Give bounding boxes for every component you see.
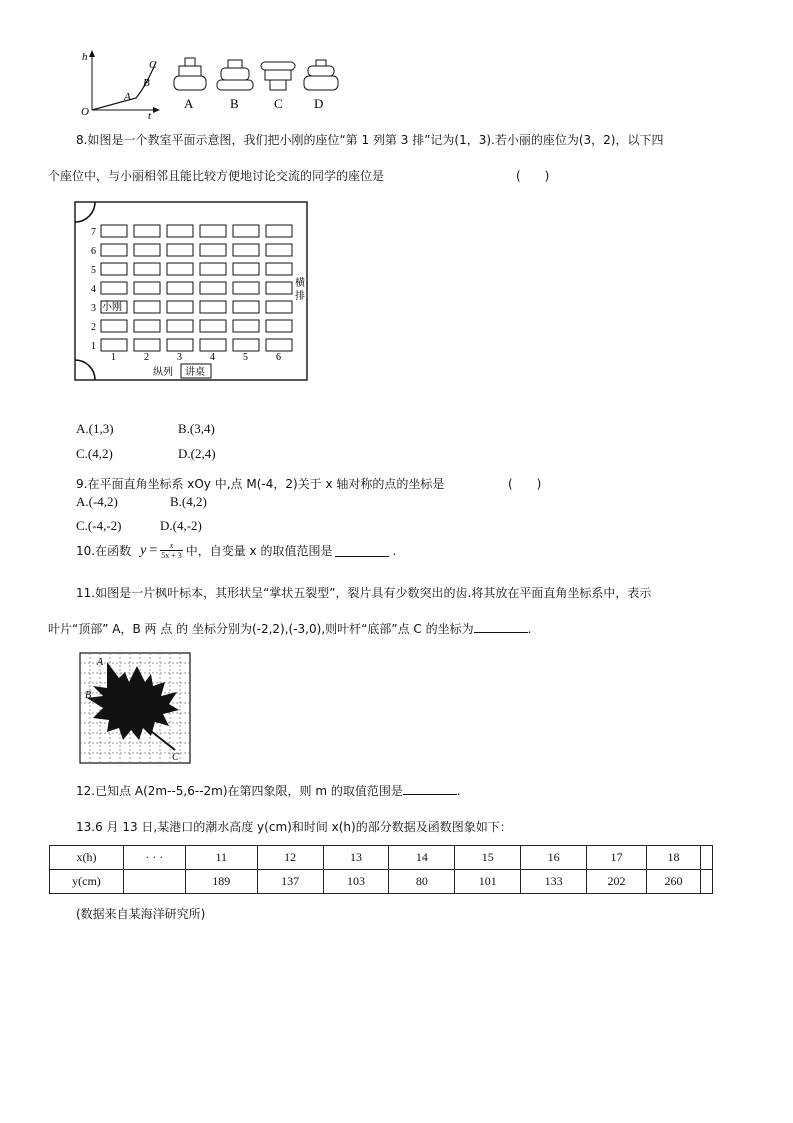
q10-numerator: x [169, 541, 174, 550]
top-figure [76, 48, 366, 120]
table-cell: y(cm) [50, 870, 124, 894]
seat [134, 225, 160, 237]
container-b [217, 60, 253, 111]
seat [101, 282, 127, 294]
table-cell: 189 [185, 870, 257, 894]
seat [134, 282, 160, 294]
xiaogang-seat-label: 小刚 [102, 302, 122, 313]
seat [134, 244, 160, 256]
seat [266, 301, 292, 313]
table-cell [700, 870, 712, 894]
column-number-label: 5 [243, 352, 248, 363]
graph-point-c: C [149, 59, 157, 71]
row-number-label: 3 [91, 303, 96, 314]
q10-equals: = [149, 542, 158, 558]
column-number-label: 3 [177, 352, 182, 363]
q11-line2-wrap [48, 620, 531, 637]
container-c-label: C [274, 96, 283, 111]
q10-prefix: 10.在函数 [76, 544, 132, 558]
graph-point-a: A [124, 91, 131, 103]
q10-end: . [392, 543, 397, 558]
q8-option-d: D.(2,4) [178, 446, 216, 461]
seat [134, 263, 160, 275]
q9-option-a: A.(-4,2) [76, 494, 118, 509]
seat [200, 301, 226, 313]
table-cell: 80 [389, 870, 455, 894]
column-number-label: 2 [144, 352, 149, 363]
q11-line2: 叶片“顶部” A，B 两 点 的 坐标分别为(-2,2),(-3,0),则叶杆“底部”点 C 的坐标为 [48, 622, 474, 636]
table-cell: 18 [647, 846, 701, 870]
table-cell: 137 [257, 870, 323, 894]
seat [233, 301, 259, 313]
table-cell: 15 [455, 846, 521, 870]
podium-label: 讲桌 [185, 367, 205, 378]
table-cell: 133 [521, 870, 587, 894]
seat [233, 282, 259, 294]
row-number-label: 2 [91, 322, 96, 333]
leaf-point-b: B [85, 690, 92, 701]
seat [233, 339, 259, 351]
container-d [304, 60, 338, 111]
container-d-label: D [314, 96, 324, 111]
seat [233, 263, 259, 275]
tide-data-table [49, 845, 713, 894]
seat [200, 339, 226, 351]
q12-text: 12.已知点 A(2m--5,6--2m)在第四象限，则 m 的取值范围是 [76, 784, 403, 798]
q8-option-c: C.(4,2) [76, 446, 113, 461]
table-cell: 103 [323, 870, 389, 894]
table-cell [123, 870, 185, 894]
table-row-x [50, 846, 713, 870]
table-cell: 11 [185, 846, 257, 870]
graph-y-axis-label: h [82, 51, 88, 63]
q9-answer-paren: ( ) [508, 477, 542, 491]
q9-option-c: C.(-4,-2) [76, 518, 122, 533]
q11-end: . [527, 622, 532, 636]
table-cell: 260 [647, 870, 701, 894]
seat [200, 263, 226, 275]
seat [134, 301, 160, 313]
q12-answer-blank[interactable] [403, 782, 457, 795]
column-direction-label: 纵列 [153, 367, 173, 378]
q12-end: . [456, 784, 461, 798]
q10-suffix: 中，自变量 x 的取值范围是 [185, 544, 333, 558]
seat [266, 263, 292, 275]
q11-line1: 11.如图是一片枫叶标本，其形状呈“掌状五裂型”，裂片具有少数突出的齿.将其放在平面直角坐标系中，表示 [76, 586, 652, 600]
container-b-label: B [230, 96, 239, 111]
seat [233, 225, 259, 237]
row-number-label: 6 [91, 246, 96, 257]
seat [101, 244, 127, 256]
seat [266, 339, 292, 351]
q8-answer-paren: ( ) [516, 169, 550, 183]
container-a-label: A [184, 96, 194, 111]
container-a [174, 58, 206, 111]
row-number-label: 1 [91, 341, 96, 352]
seat [101, 225, 127, 237]
q9-option-b: B.(4,2) [170, 494, 207, 509]
table-cell: · · · [123, 846, 185, 870]
seat [200, 282, 226, 294]
q9-option-d: D.(4,-2) [160, 518, 202, 533]
seat [266, 320, 292, 332]
seat [266, 225, 292, 237]
seat [233, 320, 259, 332]
seat [200, 244, 226, 256]
seat [200, 225, 226, 237]
seat [167, 225, 193, 237]
seat [266, 282, 292, 294]
q8-text-line2: 个座位中，与小丽相邻且能比较方便地讨论交流的同学的座位是 [48, 169, 385, 183]
leaf-point-c: C [172, 752, 179, 763]
q8-option-b: B.(3,4) [178, 421, 215, 436]
classroom-diagram [73, 198, 313, 384]
seat [101, 320, 127, 332]
seat [134, 320, 160, 332]
seat [134, 339, 160, 351]
graph-x-axis-label: t [148, 110, 152, 120]
seat [167, 282, 193, 294]
column-number-label: 6 [276, 352, 281, 363]
row-number-label: 5 [91, 265, 96, 276]
container-c [261, 62, 295, 111]
height-time-graph [81, 50, 160, 120]
seat [101, 339, 127, 351]
table-cell: 202 [587, 870, 647, 894]
seat [167, 244, 193, 256]
q13-source-note: (数据来自某海洋研究所) [76, 907, 206, 921]
table-cell: 101 [455, 870, 521, 894]
q10-denominator: 5x + 3 [161, 551, 182, 560]
q10-fraction [160, 541, 183, 560]
table-cell: 12 [257, 846, 323, 870]
table-cell: 14 [389, 846, 455, 870]
q8-text-line1: 8.如图是一个教室平面示意图，我们把小刚的座位“第 1 列第 3 排”记为(1，3).若小丽的座位为(3，2)，以下四 [76, 133, 664, 147]
q10-y: y [140, 542, 147, 558]
row-direction-label-1: 横 [295, 278, 305, 289]
leaf-point-a: A [97, 657, 104, 668]
seat [167, 339, 193, 351]
q10-answer-blank[interactable] [335, 544, 389, 557]
table-row-y [50, 870, 713, 894]
maple-leaf-figure [79, 652, 191, 764]
seat [167, 320, 193, 332]
q8-option-a: A.(1,3) [76, 421, 114, 436]
table-cell: 13 [323, 846, 389, 870]
row-number-label: 7 [91, 227, 96, 238]
seat [167, 301, 193, 313]
seat [233, 244, 259, 256]
q11-answer-blank[interactable] [474, 620, 528, 633]
seat [167, 263, 193, 275]
table-cell: x(h) [50, 846, 124, 870]
table-cell: 16 [521, 846, 587, 870]
graph-point-b: B [143, 77, 150, 89]
table-cell: 17 [587, 846, 647, 870]
q10-line [76, 541, 396, 560]
seat [266, 244, 292, 256]
q9-text: 9.在平面直角坐标系 xOy 中,点 M(-4，2)关于 x 轴对称的点的坐标是 [76, 477, 445, 491]
seat [101, 263, 127, 275]
seat [200, 320, 226, 332]
column-number-label: 1 [111, 352, 116, 363]
table-cell [700, 846, 712, 870]
row-number-label: 4 [91, 284, 96, 295]
graph-origin-label: O [81, 106, 89, 118]
q13-text: 13.6 月 13 日,某港口的潮水高度 y(cm)和时间 x(h)的部分数据及函数图象如下： [76, 820, 512, 834]
q12-line [76, 782, 461, 799]
row-direction-label-2: 排 [295, 291, 305, 302]
column-number-label: 4 [210, 352, 215, 363]
